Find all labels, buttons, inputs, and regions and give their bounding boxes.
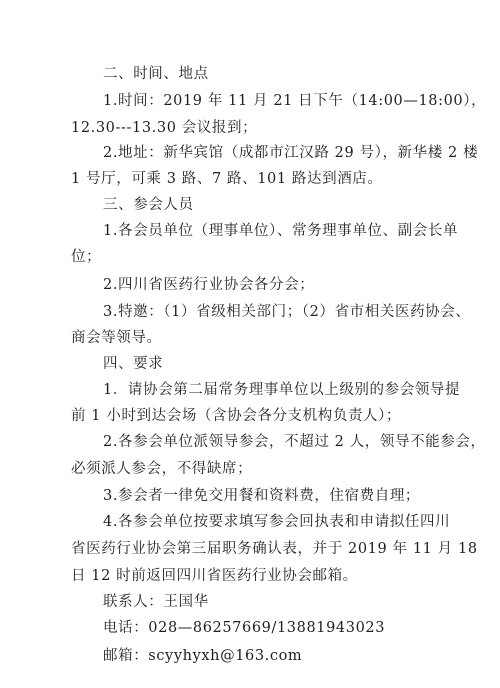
requirement-2-line-1: 2.各参会单位派领导参会，不超过 2 人，领导不能参会，	[103, 434, 486, 450]
attendees-item-3-line-1: 3.特邀：（1）省级相关部门；（2）省市相关医药协会、	[103, 304, 471, 320]
address-line-2: 1 号厅，可乘 3 路、7 路、101 路达到酒店。	[71, 171, 383, 187]
requirement-2-line-2: 必须派人参会，不得缺席；	[71, 461, 253, 477]
section-heading-time-location: 二、时间、地点	[103, 66, 209, 82]
attendees-item-3-line-2: 商会等领导。	[71, 330, 162, 346]
requirement-4-line-3: 日 12 时前返回四川省医药行业协会邮箱。	[71, 568, 358, 584]
requirement-4-line-1: 4.各参会单位按要求填写参会回执表和申请拟任四川	[103, 514, 451, 530]
address-line-1: 2.地址：新华宾馆（成都市江汉路 29 号），新华楼 2 楼	[103, 145, 479, 161]
section-heading-attendees: 三、参会人员	[103, 197, 194, 213]
time-line-2: 12.30---13.30 会议报到；	[71, 120, 258, 136]
contact-email: 邮箱：scyyhyxh@163.com	[103, 648, 303, 664]
attendees-item-1-line-2: 位；	[71, 249, 102, 265]
requirement-1-line-2: 前 1 小时到达会场（含协会各分支机构负责人）；	[71, 408, 402, 424]
contact-person: 联系人：王国华	[103, 594, 209, 610]
contact-phone: 电话：028—86257669/13881943023	[103, 620, 386, 636]
section-heading-requirements: 四、要求	[103, 356, 164, 372]
requirement-4-line-2: 省医药行业协会第三届职务确认表，并于 2019 年 11 月 18	[71, 541, 478, 557]
time-line-1: 1.时间：2019 年 11 月 21 日下午（14:00—18:00），	[103, 93, 487, 109]
requirement-1-line-1: 1．请协会第二届常务理事单位以上级别的参会领导提	[103, 382, 461, 398]
attendees-item-1-line-1: 1.各会员单位（理事单位）、常务理事单位、副会长单	[103, 223, 459, 239]
requirement-3: 3.参会者一律免交用餐和资料费，住宿费自理；	[103, 488, 421, 504]
attendees-item-2: 2.四川省医药行业协会各分会；	[103, 277, 315, 293]
